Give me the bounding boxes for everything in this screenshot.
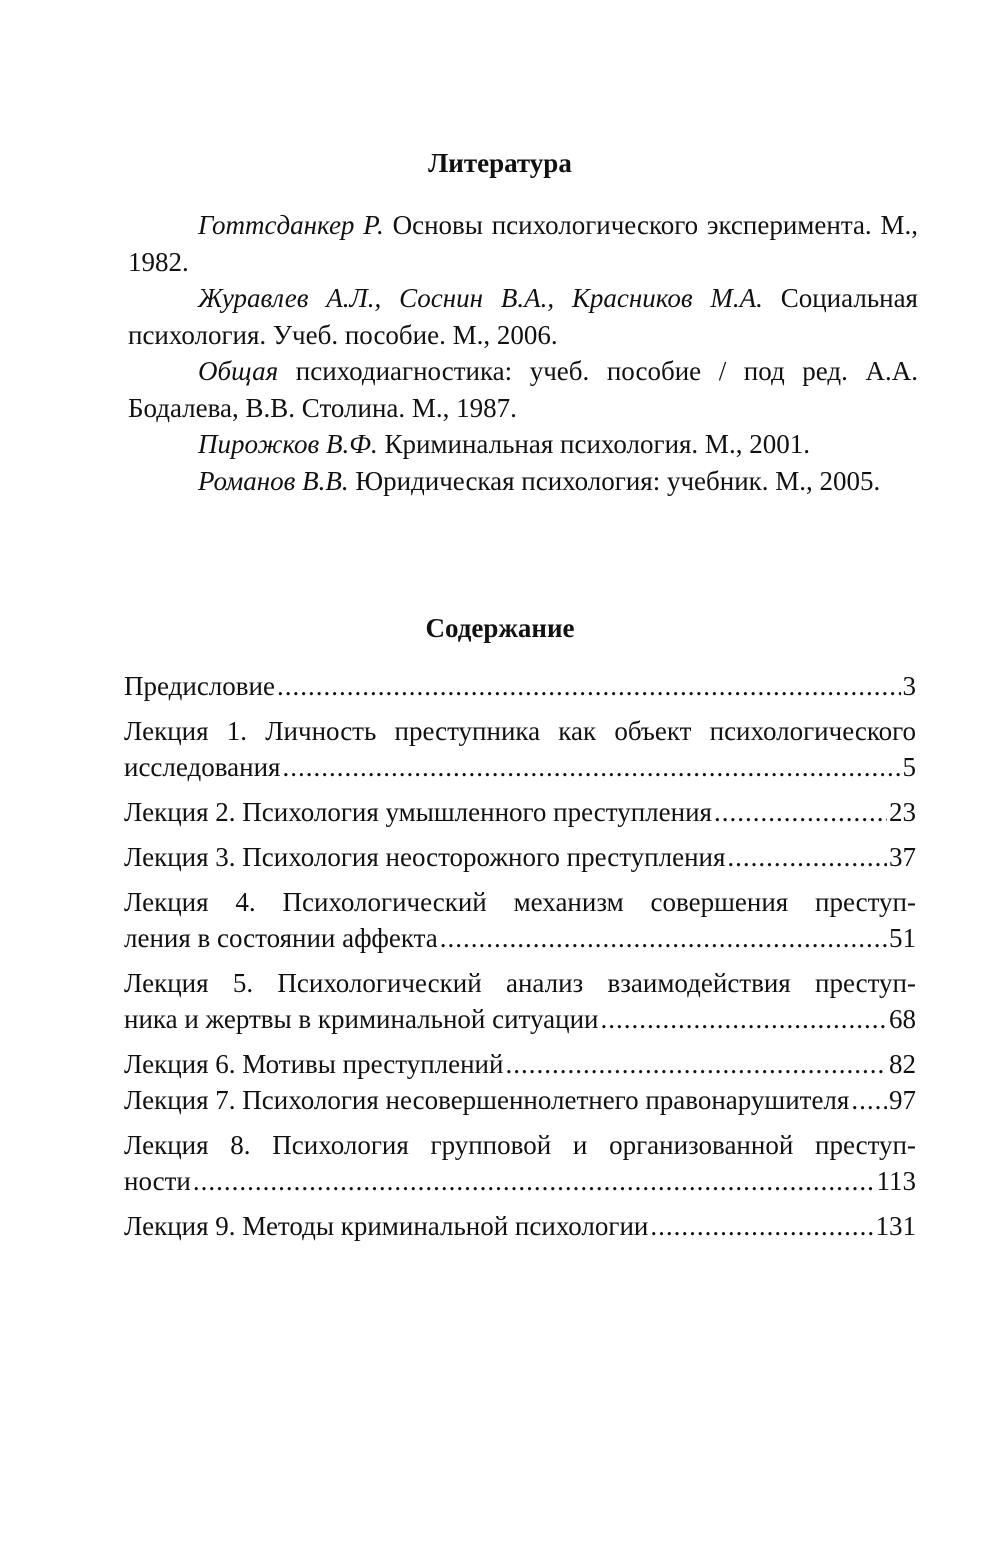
toc-page-number: 131 (875, 1211, 916, 1241)
literature-list (128, 207, 918, 499)
dot-leader (600, 1001, 887, 1037)
literature-entry (128, 426, 918, 463)
dot-leader (440, 920, 887, 956)
toc-page-number: 23 (889, 797, 916, 827)
toc-page-number: 5 (902, 752, 916, 782)
toc-entry (124, 884, 916, 956)
dot-leader (505, 1046, 887, 1082)
toc-entry-line (124, 1082, 916, 1118)
toc-entry-line (124, 839, 916, 875)
toc-page-number: 68 (889, 1004, 916, 1034)
toc-entry (124, 713, 916, 785)
toc-entry-title: исследования (124, 752, 281, 782)
toc-entry (124, 668, 916, 704)
literature-author: Общая (198, 356, 279, 386)
literature-entry (128, 280, 918, 353)
toc-entry (124, 1208, 916, 1244)
literature-author: Пирожков В.Ф. (198, 429, 378, 459)
contents-heading: Содержание (425, 613, 575, 643)
toc-entry (124, 794, 916, 830)
toc-entry (124, 1082, 916, 1118)
toc-page-number: 113 (876, 1166, 916, 1196)
literature-heading: Литература (428, 148, 572, 178)
dot-leader (714, 794, 887, 830)
toc-entry-title: ления в состоянии аффекта (124, 923, 438, 953)
literature-entry (128, 207, 918, 280)
toc-page-number: 3 (902, 671, 916, 701)
toc-page-number: 97 (889, 1085, 916, 1115)
dot-leader (650, 1208, 873, 1244)
literature-author: Готтсданкер Р. (198, 210, 384, 240)
dot-leader (727, 839, 887, 875)
toc-entry-line (124, 1046, 916, 1082)
literature-entry (128, 463, 918, 500)
toc-entry-title: Лекция 7. Психология несовершеннолетнего правонарушителя (124, 1085, 850, 1115)
toc-entry (124, 839, 916, 875)
dot-leader (851, 1082, 887, 1118)
toc-entry-line (124, 1208, 916, 1244)
toc-entry-line (124, 749, 916, 785)
toc-entry-title-line: Лекция 1. Личность преступника как объект психологического (124, 716, 916, 746)
dot-leader (193, 1163, 875, 1199)
toc-entry-title: Предисловие (124, 671, 275, 701)
toc-entry-title-line: Лекция 8. Психология групповой и организованной преступ- (124, 1130, 916, 1160)
toc-entry-line (124, 1163, 916, 1199)
toc-entry-title-line: Лекция 4. Психологический механизм совершения преступ- (124, 887, 916, 917)
literature-text: психодиагностика: учеб. пособие / под ред. А.А. Бодалева, В.В. Столина. М., 1987. (128, 356, 918, 423)
toc-entry (124, 1127, 916, 1199)
literature-entry (128, 353, 918, 426)
toc-entry (124, 1046, 916, 1082)
toc-page-number: 37 (889, 842, 916, 872)
literature-text: Юридическая психология: учебник. М., 2005. (348, 465, 881, 496)
literature-text: Социальная психология. Учеб. пособие. М., 2006. (128, 283, 918, 350)
toc-entry-title: ности (124, 1166, 191, 1196)
toc-entry-title: Лекция 9. Методы криминальной психологии (124, 1211, 649, 1241)
literature-author: Романов В.В. (198, 465, 349, 496)
toc-page-number: 82 (889, 1049, 916, 1079)
table-of-contents (124, 668, 916, 1253)
toc-entry (124, 965, 916, 1037)
toc-page-number: 51 (889, 923, 916, 953)
toc-entry-line (124, 668, 916, 704)
toc-entry-title: Лекция 2. Психология умышленного преступления (124, 797, 712, 827)
toc-entry-title: Лекция 3. Психология неосторожного преступления (124, 842, 726, 872)
literature-text: Криминальная психология. М., 2001. (377, 429, 810, 459)
toc-entry-line (124, 794, 916, 830)
toc-entry-line (124, 1001, 916, 1037)
literature-author: Журавлев А.Л., Соснин В.А., Красников М.А. (198, 283, 763, 313)
toc-entry-title-line: Лекция 5. Психологический анализ взаимодействия преступ- (124, 968, 916, 998)
dot-leader (282, 749, 900, 785)
literature-text: Основы психологического эксперимента. М., 1982. (128, 210, 918, 277)
toc-entry-title: ника и жертвы в криминальной ситуации (124, 1004, 599, 1034)
toc-entry-line (124, 920, 916, 956)
toc-entry-title: Лекция 6. Мотивы преступлений (124, 1049, 504, 1079)
dot-leader (277, 668, 901, 704)
